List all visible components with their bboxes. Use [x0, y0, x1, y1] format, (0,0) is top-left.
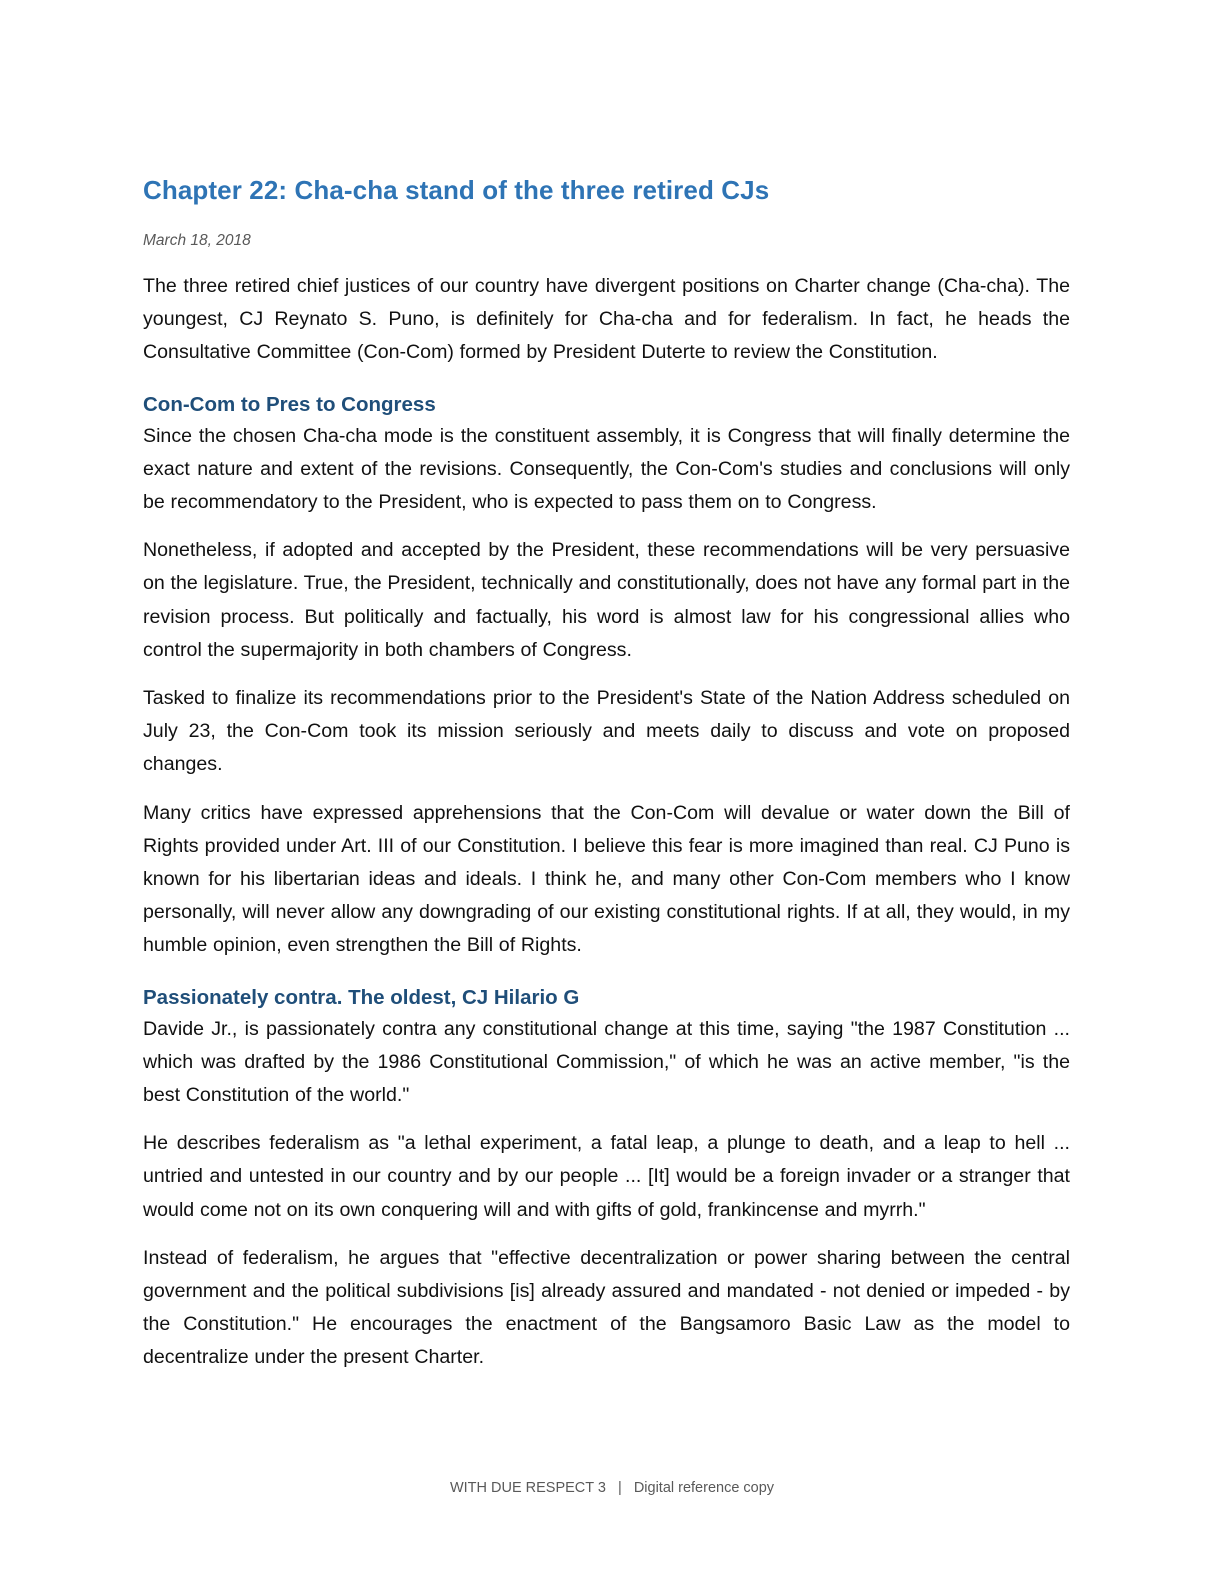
footer-separator: | — [618, 1480, 622, 1496]
document-page — [143, 170, 1070, 1375]
section-paragraph: Since the chosen Cha-cha mode is the constituent assembly, it is Congress that will finally determine the exact nature and extent of the revisions. Consequently, the Con-Com's studies and conclusions will only be recommendatory to the President, who is expected to pass them on to Congress. — [143, 424, 1070, 514]
intro-paragraph: The three retired chief justices of our country have divergent positions on Charter change (Cha-cha). The youngest, CJ Reynato S. Puno, is definitely for Cha-cha and for federalism. In fact, he heads the Consultative Committee (Con-Com) formed by President Duterte to review the Constitution. — [143, 275, 1070, 364]
footer-book-title: WITH DUE RESPECT 3 — [449, 1480, 606, 1496]
section-heading-passionately-contra: Passionately contra. The oldest, CJ Hilario G — [143, 985, 580, 1009]
page-footer — [0, 1478, 1224, 1498]
section-paragraph: Davide Jr., is passionately contra any constitutional change at this time, saying "the 1987 Constitution ... which was drafted by the 1986 Constitutional Commission," of which he was an active member, "is the best Constitution of the world." — [143, 1017, 1070, 1107]
section-paragraph: Many critics have expressed apprehensions that the Con-Com will devalue or water down the Bill of Rights provided under Art. III of our Constitution. I believe this fear is more imagined than real. CJ Puno is known for his libertarian ideas and ideals. I think he, and many other Con-Com members who I know personally, will never allow any downgrading of our existing constitutional rights. If at all, they would, in my humble opinion, even strengthen the Bill of Rights. — [143, 801, 1070, 957]
section-paragraph: Nonetheless, if adopted and accepted by the President, these recommendations will be very persuasive on the legislature. True, the President, technically and constitutionally, does not have any formal part in the revision process. But politically and factually, his word is almost law for his congressional allies who control the supermajority in both chambers of Congress. — [143, 539, 1070, 661]
section-paragraph: He describes federalism as "a lethal experiment, a fatal leap, a plunge to death, and a leap to hell ... untried and untested in our country and by our people ... [It] would be a foreign invader or a stranger that would come not on its own conquering will and with gifts of gold, frankincense and myrrh." — [143, 1132, 1070, 1221]
section-paragraph: Tasked to finalize its recommendations prior to the President's State of the Nation Address scheduled on July 23, the Con-Com took its mission seriously and meets daily to discuss and vote on proposed changes. — [143, 687, 1070, 776]
article-date: March 18, 2018 — [143, 232, 251, 249]
footer-copy-label: Digital reference copy — [633, 1480, 775, 1496]
chapter-title: Chapter 22: Cha-cha stand of the three retired CJs — [143, 175, 770, 205]
section-paragraph: Instead of federalism, he argues that "effective decentralization or power sharing between the central government and the political subdivisions [is] already assured and mandated - not denied or impeded - by the Constitution." He encourages the enactment of the Bangsamoro Basic Law as the model to decentralize under the present Charter. — [143, 1246, 1070, 1369]
section-heading-con-com: Con-Com to Pres to Congress — [143, 392, 436, 416]
